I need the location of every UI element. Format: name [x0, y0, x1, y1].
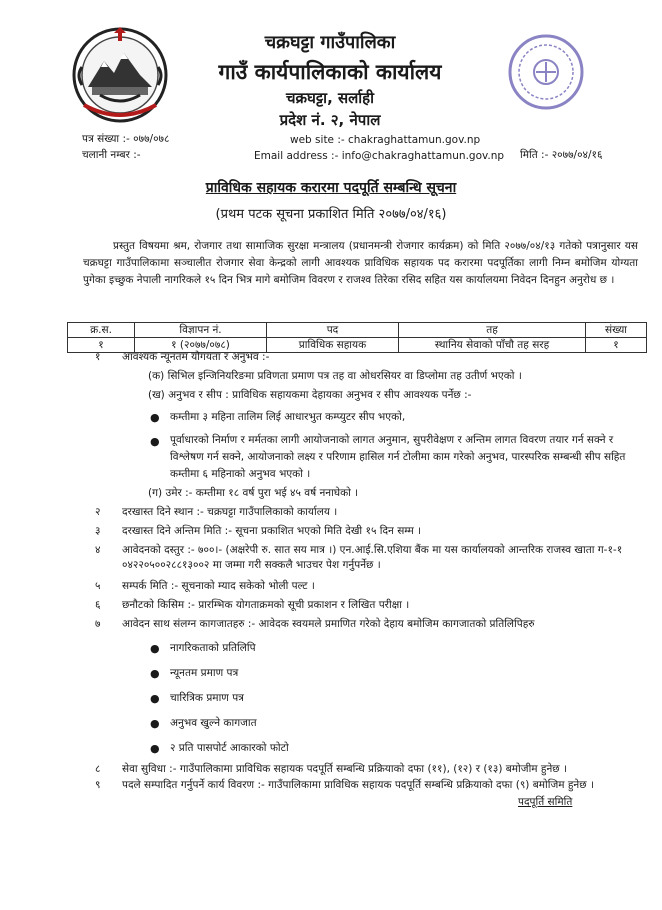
notice-subtitle: (प्रथम पटक सूचना प्रकाशित मिति २०७७/०४/१६)	[215, 207, 447, 222]
item-1-ga: (ग) उमेर :- कम्तीमा १८ वर्ष पुरा भई ४५ वर्ष ननाघेको ।	[148, 487, 359, 499]
col-header-serial: क्र.स.	[68, 323, 135, 338]
item-1-ka: (क) सिभिल इन्जिनियरिङमा प्रविणता प्रमाण पत्र तह वा ओधरसियर वा डिप्लोमा तह उतीर्ण भएको ।	[148, 370, 522, 382]
item-4-number: ४	[95, 544, 101, 556]
item-8-text: सेवा सुविधा :- गाउँपालिकामा प्राविधिक सहायक पदपूर्ति सम्बन्धि प्रक्रियाको दफा (११), (१२) र (१३) बमोजीम हुनेछ ।	[122, 763, 567, 775]
cell-count: १	[586, 338, 647, 353]
item-2-text: दरखास्त दिने स्थान :- चक्रघट्टा गाउँपालिकाको कार्यालय ।	[122, 506, 338, 518]
document-list-item: चारित्रिक प्रमाण पत्र	[170, 692, 244, 704]
item-8-number: ८	[95, 763, 101, 775]
bullet-icon: ●	[150, 692, 160, 705]
item-9-text: पदले सम्पादित गर्नुपर्ने कार्य विवरण :- गाउँपालिकामा प्राविधिक सहायक पदपूर्ति सम्बन्धि प्रक्रियाको दफा (९) बमोजिम हुनेछ ।	[122, 779, 594, 791]
item-3-number: ३	[95, 525, 101, 537]
item-3-text: दरखास्त दिने अन्तिम मिति :- सूचना प्रकाशित भएको मिति देखी १५ दिन सम्म ।	[122, 525, 422, 537]
document-list-item: न्यूनतम प्रमाण पत्र	[170, 667, 239, 679]
item-7-number: ७	[95, 618, 101, 630]
document-list-item: २ प्रति पासपोर्ट आकारको फोटो	[170, 742, 289, 754]
bullet-icon: ●	[150, 667, 160, 680]
item-5-number: ५	[95, 580, 101, 592]
bullet-icon: ●	[150, 435, 160, 448]
document-list-item: अनुभव खुल्ने कागजात	[170, 717, 257, 729]
col-header-level: तह	[399, 323, 586, 338]
item-1-number: १	[95, 351, 101, 363]
item-2-number: २	[95, 506, 101, 518]
table-header-row	[68, 323, 647, 338]
bullet-icon: ●	[150, 742, 160, 755]
notice-title: प्राविधिक सहायक करारमा पदपूर्ति सम्बन्धि सूचना	[205, 180, 457, 196]
col-header-ad-number: विज्ञापन नं.	[135, 323, 267, 338]
committee-signature: पदपूर्ति समिति	[518, 796, 573, 808]
item-9-number: ९	[95, 779, 101, 791]
item-7-text: आवेदन साथ संलग्न कागजातहरु :- आवेदक स्वयमले प्रमाणित गरेको देहाय बमोजिम कागजातको प्रतिलिपिहरु	[122, 618, 535, 630]
vacancy-table	[67, 322, 647, 353]
col-header-post: पद	[267, 323, 399, 338]
office-seal-stamp	[506, 32, 586, 112]
bullet-icon: ●	[150, 642, 160, 655]
bullet-icon: ●	[150, 411, 160, 424]
item-1-bullet-2: पूर्वाधारको निर्माण र मर्मतका लागी आयोजनाको लागत अनुमान, सुपरीवेक्षण र अन्तिम लागत विवरण तयार गर्न सक्ने र विश्लेषण गर्न सक्ने, आयोजनाको लक्ष्य र परिणाम हासिल गर्न टोलीमा काम गरेको अनुभव, पारस्परिक सम्बन्धी सीप सहित कम्तीमा ६ महिनाको अनुभव भएको ।	[170, 434, 626, 480]
issue-date: मिति :- २०७७/०४/१६	[520, 149, 603, 161]
dispatch-number: चलानी नम्बर :-	[82, 149, 141, 161]
province-name: प्रदेश नं. २, नेपाल	[279, 111, 381, 129]
item-6-number: ६	[95, 599, 101, 611]
item-4-text: आवेदनको दस्तुर :- ७००।- (अक्षरेपी रु. सात सय मात्र ।) एन.आई.सि.एशिया बैंक मा यस कार्यालयको आन्तरिक राजस्व खाता ग-१-१ ०४२२०५००२८८१३००२ मा जम्मा गरी सक्कलै भाउचर पेश गर्नुपर्नेछ ।	[122, 544, 623, 571]
reference-number: पत्र संख्या :- ०७७/०७८	[82, 133, 170, 145]
nepal-emblem-logo	[70, 25, 170, 125]
bullet-icon: ●	[150, 717, 160, 730]
item-6-text: छनौटको किसिम :- प्रारम्भिक योगताक्रमको सूची प्रकाशन र लिखित परीक्षा ।	[122, 599, 410, 611]
office-location: चक्रघट्टा, सर्लाही	[285, 89, 375, 107]
item-1-bullet-1: कम्तीमा ३ महिना तालिम लिई आधारभुत कम्प्युटर सीप भएको,	[170, 411, 406, 423]
col-header-count: संख्या	[586, 323, 647, 338]
cell-post: प्राविधिक सहायक	[267, 338, 399, 353]
item-1-kha: (ख) अनुभव र सीप : प्राविधिक सहायकमा देहायका अनुभव र सीप आवश्यक पर्नेछ :-	[148, 389, 472, 401]
email-address[interactable]: Email address :- info@chakraghattamun.gov.np	[254, 150, 505, 162]
cell-serial: १	[68, 338, 135, 353]
cell-level: स्थानिय सेवाको पाँचौ तह सरह	[399, 338, 586, 353]
document-list-item: नागरिकताको प्रतिलिपि	[170, 642, 256, 654]
item-5-text: सम्पर्क मिति :- सूचनाको म्याद सकेको भोली पल्ट ।	[122, 580, 315, 592]
office-name: गाउँ कार्यपालिकाको कार्यालय	[218, 60, 442, 84]
item-1-text: आवश्यक न्यूनतम योगयता र अनुभव :-	[122, 351, 270, 363]
municipality-name: चक्रघट्टा गाउँपालिका	[264, 32, 396, 53]
website-link[interactable]: web site :- chakraghattamun.gov.np	[290, 134, 481, 146]
cell-ad-number: १ (२०७७/०७८)	[135, 338, 267, 353]
intro-paragraph: प्रस्तुत विषयमा श्रम, रोजगार तथा सामाजिक सुरक्षा मन्त्रालय (प्रधानमन्त्री रोजगार कार्यक्रम) को मिति २०७७/०४/१३ गतेको पत्रानुसार यस चक्रघट्टा गाउँपालिकामा सञ्चालीत रोजगार सेवा केन्द्रको लागी आवश्यक प्राविधिक सहायक पद करारमा पदपूर्तिका लागी निम्न बमोजिम योग्यता पुगेका इच्छुक नेपाली नागरिकले १५ दिन भित्र मागे बमोजिम विवरण र राजश्व तिरेका रसिद सहित यस कार्यालयमा निवेदन दिनहुन अनुरोध छ ।	[83, 240, 638, 286]
